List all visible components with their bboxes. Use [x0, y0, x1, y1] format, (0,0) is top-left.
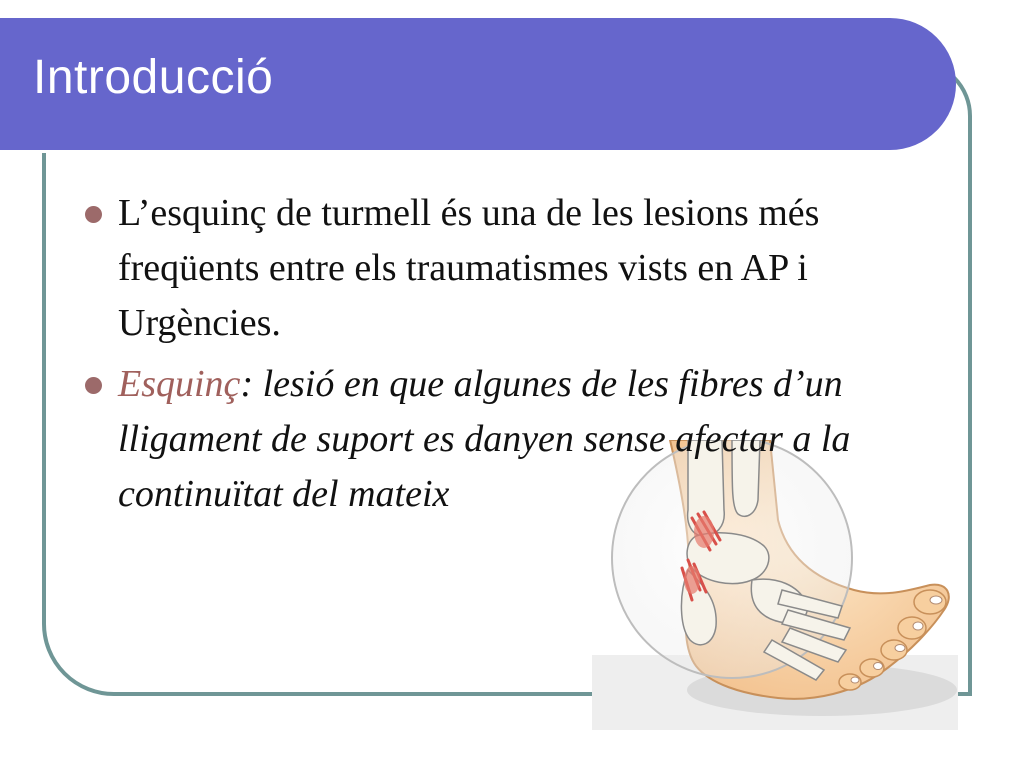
bullet-item-1 — [80, 186, 950, 351]
bullet-item-2 — [80, 357, 950, 522]
title-underline — [0, 150, 906, 153]
slide-title: Introducció — [33, 51, 274, 104]
definition-term: Esquinç — [118, 363, 241, 405]
bullet-list — [80, 186, 950, 528]
bullet-marker — [85, 206, 102, 223]
definition-text: : lesió en que algunes de les fibres d’un lligament de suport es danyen sense afectar a la continuïtat del mateix — [118, 363, 851, 515]
bullet-marker — [85, 377, 102, 394]
bullet-text: L’esquinç de turmell és una de les lesions més freqüents entre els traumatismes vists en AP i Urgències. — [118, 192, 820, 344]
